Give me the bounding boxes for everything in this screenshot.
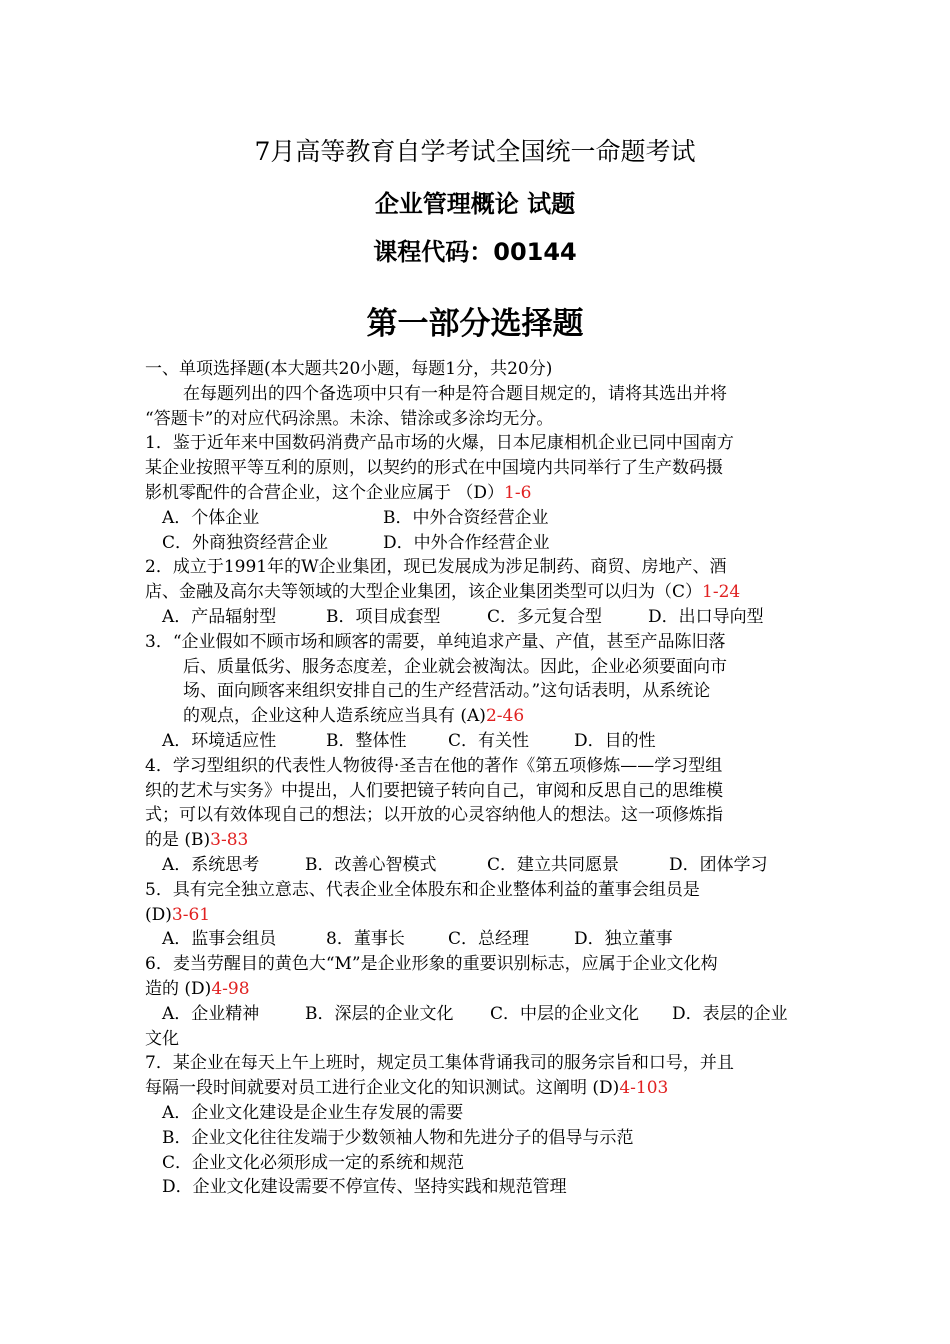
- option-b: B．中外合资经营企业: [383, 507, 549, 528]
- option-d: D．企业文化建设需要不停宣传、坚持实践和规范管理: [162, 1177, 567, 1198]
- question-1-text: 1．鉴于近年来中国数码消费产品市场的火爆，日本尼康相机企业已同中国南方: [145, 433, 734, 454]
- question-4-options: [145, 853, 810, 878]
- question-5-text-end: (D): [145, 904, 172, 925]
- question-4-ref: 3-83: [210, 830, 249, 851]
- option-a: A．环境适应性: [162, 730, 277, 751]
- option-c: C．外商独资经营企业: [162, 532, 329, 553]
- question-1-ref: 1-6: [504, 482, 532, 503]
- option-b: B．企业文化往往发端于少数领袖人物和先进分子的倡导与示范: [162, 1127, 634, 1148]
- option-d: D．独立董事: [574, 929, 673, 950]
- course-code: 课程代码：00144: [373, 238, 577, 266]
- option-d: D．表层的企业: [672, 1003, 788, 1024]
- option-d: D．中外合作经营企业: [383, 532, 550, 553]
- question-5-ref: 3-61: [171, 904, 211, 925]
- option-c: C．建立共同愿景: [487, 854, 620, 875]
- question-6-text-end: 造的 (D): [145, 978, 212, 999]
- question-content: [145, 357, 810, 1200]
- option-a: A．监事会组员: [162, 929, 277, 950]
- option-b: B．项目成套型: [326, 606, 441, 627]
- option-c: C．中层的企业文化: [490, 1003, 640, 1024]
- question-3-text: [145, 704, 810, 729]
- question-4-text: [145, 828, 810, 853]
- question-4-text: 4．学习型组织的代表性人物彼得·圣吉在他的著作《第五项修炼——学习型组: [145, 755, 723, 776]
- question-7-ref: 4-103: [619, 1078, 669, 1099]
- option-a: A．系统思考: [162, 854, 260, 875]
- question-6-ref: 4-98: [211, 978, 250, 999]
- option-a: A．企业精神: [162, 1003, 260, 1024]
- question-1-text: [145, 481, 810, 506]
- question-3-text: 场、面向顾客来组织安排自己的生产经营活动。”这句话表明，从系统论: [183, 681, 711, 702]
- question-1-options: [145, 506, 810, 531]
- question-1-text-end: 影机零配件的合营企业，这个企业应属于 （D）: [145, 482, 505, 503]
- option-b: B．深层的企业文化: [305, 1003, 454, 1024]
- question-3-options: [145, 729, 810, 754]
- question-1-text: 某企业按照平等互利的原则，以契约的形式在中国境内共同举行了生产数码摄: [145, 458, 723, 479]
- question-3-text-end: 的观点，企业这种人造系统应当具有 (A): [183, 706, 486, 727]
- option-d: D．出口导向型: [648, 606, 764, 627]
- subject-title: 企业管理概论 试题: [374, 190, 576, 218]
- option-d-continued: 文化: [145, 1028, 179, 1049]
- question-1-options: [145, 531, 810, 556]
- question-2-text-end: 店、金融及高尔夫等领域的大型企业集团，该企业集团类型可以归为（C）: [145, 582, 703, 603]
- question-4-text: 式；可以有效体现自己的想法；以开放的心灵容纳他人的想法。这一项修炼指: [145, 805, 723, 826]
- question-2-options: [145, 605, 810, 630]
- question-5-text: 5．具有完全独立意志、代表企业全体股东和企业整体利益的董事会组员是: [145, 879, 700, 900]
- question-4-text-end: 的是 (B): [145, 830, 211, 851]
- option-b: B．整体性: [326, 730, 407, 751]
- question-2-text: 2．成立于1991年的W企业集团，现已发展成为涉足制药、商贸、房地产、酒: [145, 557, 727, 578]
- option-d: D．团体学习: [669, 854, 768, 875]
- option-b: 8．董事长: [326, 929, 405, 950]
- option-c: C．企业文化必须形成一定的系统和规范: [162, 1152, 465, 1173]
- question-5-text: [145, 903, 810, 928]
- instructions-text: 在每题列出的四个备选项中只有一种是符合题目规定的，请将其选出并将: [183, 383, 727, 404]
- instructions-text: “答题卡”的对应代码涂黑。未涂、错涂或多涂均无分。: [145, 408, 554, 429]
- option-a: A．个体企业: [162, 507, 260, 528]
- option-a: A．企业文化建设是企业生存发展的需要: [162, 1102, 464, 1123]
- question-3-text: 后、质量低劣、服务态度差，企业就会被淘汰。因此，企业必须要面向市: [183, 656, 727, 677]
- question-5-options: [145, 927, 810, 952]
- question-6-text: [145, 977, 810, 1002]
- question-4-text: 织的艺术与实务》中提出，人们要把镜子转向自己，审阅和反思自己的思维模: [145, 780, 723, 801]
- instructions-heading: 一、单项选择题(本大题共20小题，每题1分，共20分): [145, 359, 553, 379]
- question-3-ref: 2-46: [485, 706, 525, 727]
- option-b: B．改善心智模式: [305, 854, 437, 875]
- option-c: C．有关性: [448, 730, 530, 751]
- option-c: C．多元复合型: [487, 606, 603, 627]
- section-title: 第一部分选择题: [366, 306, 584, 342]
- option-a: A．产品辐射型: [162, 606, 277, 627]
- question-7-text-end: 每隔一段时间就要对员工进行企业文化的知识测试。这阐明 (D): [145, 1078, 620, 1099]
- question-6-options: [145, 1002, 810, 1027]
- exam-title: 7月高等教育自学考试全国统一命题考试: [254, 137, 696, 166]
- option-c: C．总经理: [448, 929, 530, 950]
- question-6-text: 6．麦当劳醒目的黄色大“M”是企业形象的重要识别标志，应属于企业文化构: [145, 954, 718, 975]
- option-d: D．目的性: [574, 730, 656, 751]
- question-2-ref: 1-24: [702, 582, 741, 603]
- question-2-text: [145, 580, 810, 605]
- question-3-text: 3．“企业假如不顾市场和顾客的需要，单纯追求产量、产值，甚至产品陈旧落: [145, 631, 726, 652]
- question-7-text: [145, 1076, 810, 1101]
- question-7-text: 7．某企业在每天上午上班时，规定员工集体背诵我司的服务宗旨和口号，并且: [145, 1053, 734, 1074]
